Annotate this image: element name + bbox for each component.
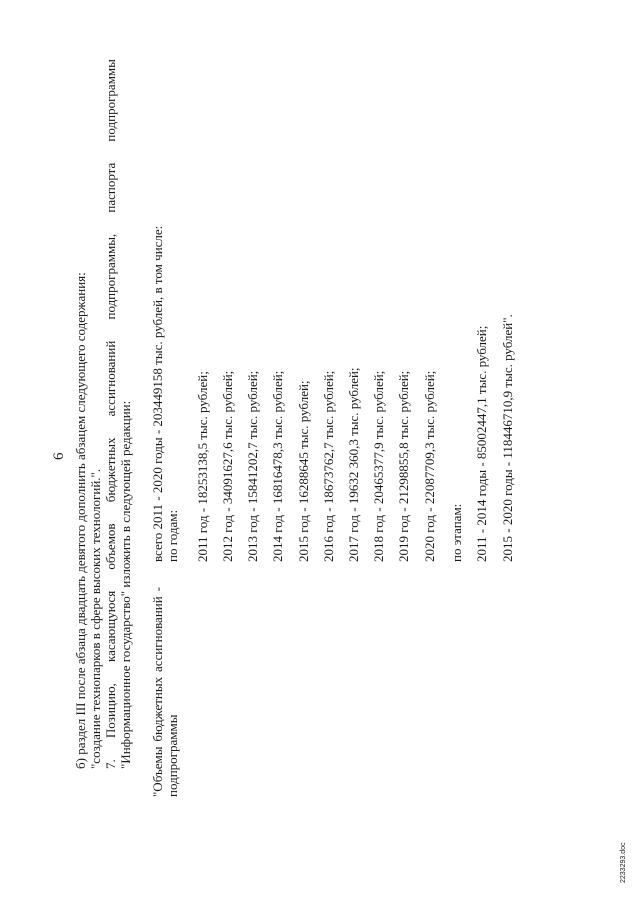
word: бюджетных [103, 437, 118, 503]
paragraph-b-line-2: "создание технопарков в сфере высоких технологий.". [88, 468, 103, 769]
year-line: 2012 год - 34091627,6 тыс. рублей; [220, 370, 235, 562]
year-line: 2015 год - 16288645 тыс. рублей; [296, 380, 311, 562]
year-line: 2019 год - 21298855,8 тыс. рублей; [396, 370, 411, 562]
table-total-line-2: по годам: [165, 509, 180, 562]
table-left-label-line-2: подпрограммы [165, 714, 180, 797]
stage-line: 2011 - 2014 годы - 85002447,1 тыс. рублей; [474, 325, 489, 562]
word: 7. [103, 759, 118, 769]
word: - [150, 587, 165, 592]
word: ассигнований [103, 340, 118, 417]
year-line: 2017 год - 19632 360,3 тыс. рублей; [346, 367, 361, 562]
paragraph-b-line-1: б) раздел III после абзаца двадцать девятого дополнить абзацем следующего содержания: [73, 272, 88, 769]
document-id: 2233293.doc [620, 842, 627, 883]
year-line: 2018 год - 20465377,9 тыс. рублей; [371, 370, 386, 562]
year-line: 2013 год - 15841202,7 тыс. рублей; [245, 370, 260, 562]
word: подпрограммы [103, 59, 118, 142]
year-line: 2014 год - 16816478,3 тыс. рублей; [270, 370, 285, 562]
paragraph-7-line-2: "Информационное государство" изложить в следующей редакции: [118, 400, 133, 769]
word: бюджетных [150, 676, 165, 742]
word: "Объемы [150, 746, 165, 797]
word: подпрограммы, [103, 233, 118, 320]
word: ассигнований [150, 596, 165, 672]
stage-line: 2015 - 2020 годы - 118446710,9 тыс. рублей". [500, 314, 515, 562]
stages-label: по этапам: [449, 503, 464, 562]
word: паспорта [103, 162, 118, 213]
year-line: 2020 год - 22087709,3 тыс. рублей; [422, 370, 437, 562]
paragraph-7-line-1 [103, 59, 118, 769]
word: касающуюся [103, 590, 118, 663]
page-number: 6 [51, 452, 67, 460]
year-line: 2011 год - 18253138,5 тыс. рублей; [195, 371, 210, 562]
table-left-label-line-1 [150, 587, 165, 797]
word: объемов [103, 523, 118, 570]
table-total-line-1: всего 2011 - 2020 годы - 203449158 тыс. рублей, в том числе: [150, 225, 165, 562]
year-line: 2016 год - 18673762,7 тыс. рублей; [321, 370, 336, 562]
word: Позицию, [103, 683, 118, 739]
